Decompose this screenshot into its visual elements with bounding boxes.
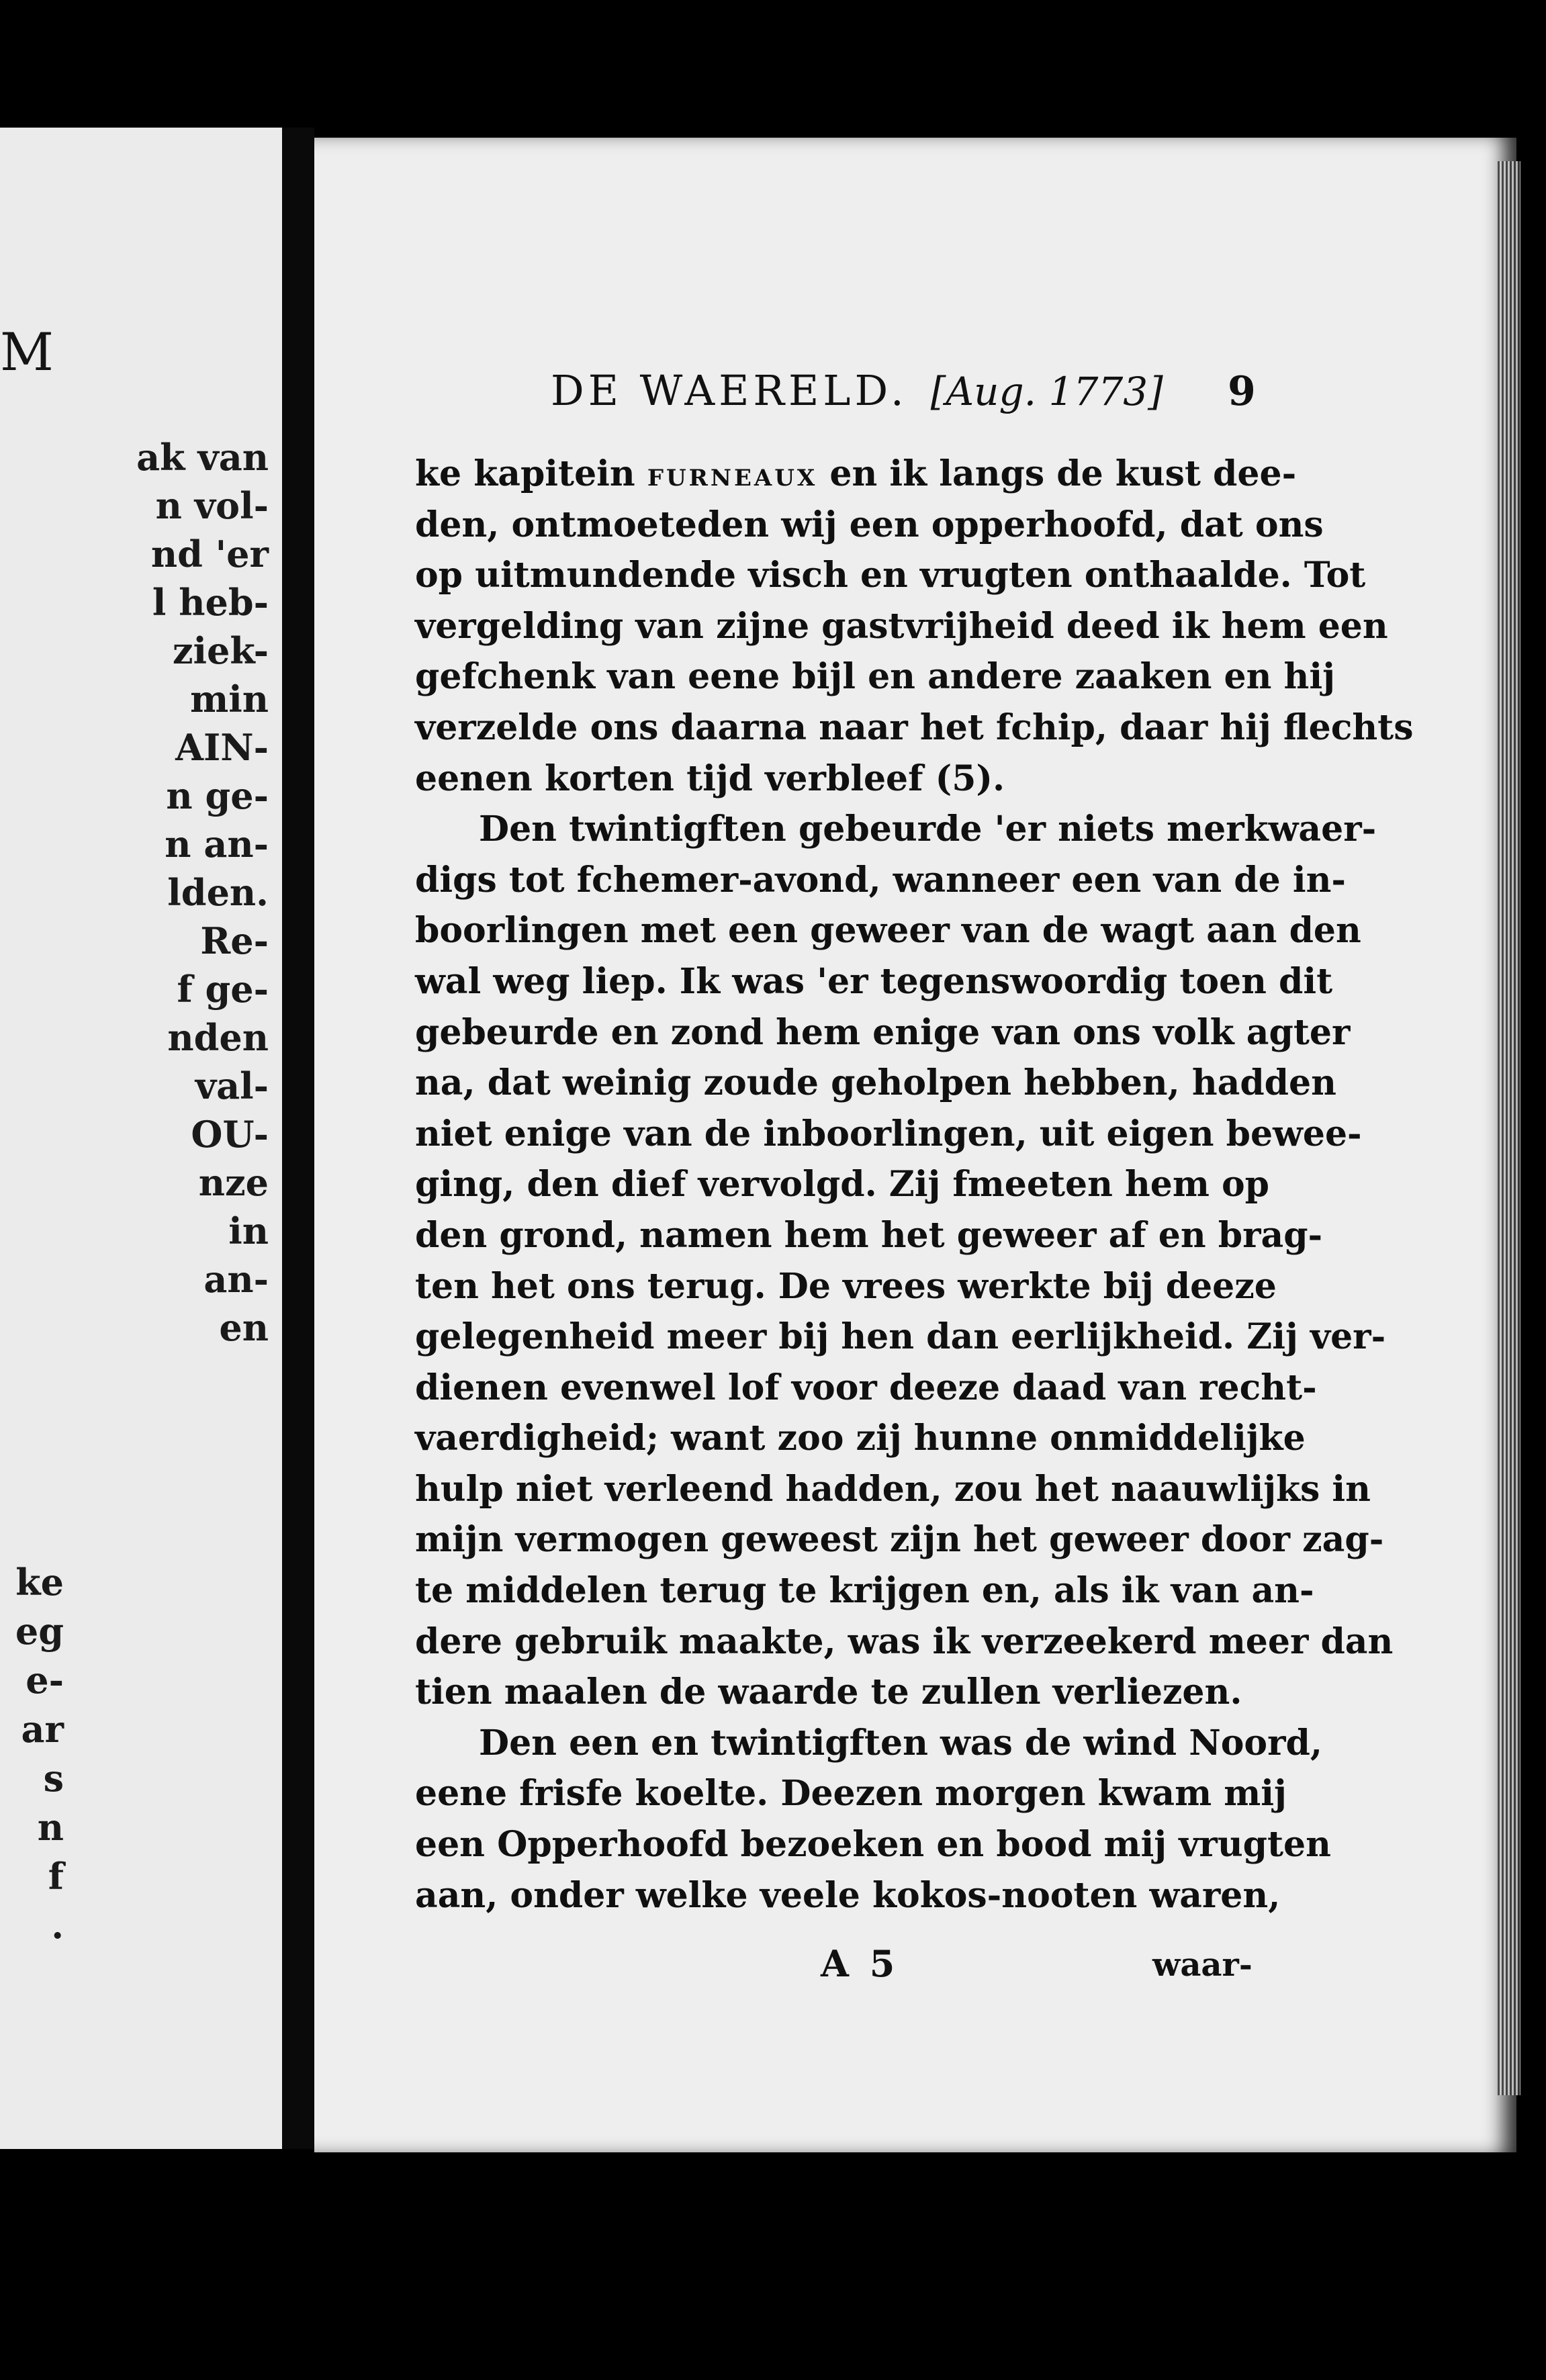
text-line: gefchenk van eene bijl en andere zaaken en hij <box>415 656 1335 698</box>
text-line: den, ontmoeteden wij een opperhoofd, dat ons <box>415 504 1324 545</box>
left-line-fragment: f <box>48 1855 64 1898</box>
text-line: Den een en twintigften was de wind Noord, <box>479 1722 1322 1764</box>
text-line: eenen korten tijd verbleef (5). <box>415 758 1005 799</box>
left-line-fragment: nze <box>198 1161 269 1204</box>
text-line: digs tot fchemer-avond, wanneer een van de in- <box>415 859 1346 901</box>
left-line-fragment: an- <box>203 1258 269 1301</box>
text-line: vergelding van zijne gastvrijheid deed ik hem een <box>415 605 1388 647</box>
signature-mark: A 5 <box>821 1942 899 1985</box>
left-line-fragment: l heb- <box>152 581 269 624</box>
left-line-fragment: s <box>43 1757 64 1800</box>
text-line: wal weg liep. Ik was 'er tegenswoordig toen dit <box>415 960 1333 1002</box>
left-line-fragment: ke <box>15 1561 64 1604</box>
left-line-fragment: min <box>190 678 269 721</box>
page-number: 9 <box>1228 368 1256 415</box>
left-line-fragment: lden. <box>167 871 269 914</box>
left-line-fragment: Re- <box>200 919 269 962</box>
left-line-fragment: n an- <box>165 823 269 866</box>
left-line-fragment: n vol- <box>155 484 269 527</box>
text-line: boorlingen met een geweer van de wagt aan den <box>415 910 1361 952</box>
left-line-fragment: val- <box>195 1064 269 1107</box>
text-line: op uitmundende visch en vrugten onthaalde. Tot <box>415 555 1366 596</box>
text-line: eene frisfe koelte. Deezen morgen kwam mij <box>415 1773 1287 1815</box>
running-title: DE WAERELD. <box>551 366 908 415</box>
left-line-fragment: ak van <box>136 436 269 479</box>
left-line-fragment: AIN- <box>175 726 269 769</box>
running-date: [Aug. 1773] <box>930 369 1163 414</box>
left-line-fragment: eg <box>15 1610 64 1653</box>
text-line: Den twintigften gebeurde 'er niets merkwaer- <box>479 809 1377 850</box>
left-line-fragment: f ge- <box>177 968 269 1011</box>
text-line: mijn vermogen geweest zijn het geweer door zag- <box>415 1519 1384 1561</box>
text-line: den grond, namen hem het geweer af en brag- <box>415 1214 1323 1256</box>
text-line: te middelen terug te krijgen en, als ik van an- <box>415 1570 1314 1612</box>
left-line-fragment: . <box>51 1904 64 1947</box>
left-line-fragment: n <box>37 1806 64 1849</box>
text-line: niet enige van de inboorlingen, uit eigen bewee- <box>415 1113 1362 1154</box>
text-line: dienen evenwel lof voor deeze daad van recht- <box>415 1367 1317 1408</box>
text-line: dere gebruik maakte, was ik verzeekerd meer dan <box>415 1620 1394 1662</box>
left-page-text-fragments <box>0 433 269 1352</box>
left-page-heading-fragment: M <box>0 322 55 383</box>
page-edge-stack <box>1498 161 1520 2095</box>
text-line: na, dat weinig zoude geholpen hebben, hadden <box>415 1062 1336 1104</box>
left-line-fragment: OU- <box>191 1113 269 1156</box>
text-line: hulp niet verleend hadden, zou het naauwlijks in <box>415 1468 1371 1510</box>
text-line: verzelde ons daarna naar het fchip, daar hij flechts <box>415 706 1414 748</box>
left-line-fragment: e- <box>26 1659 64 1702</box>
left-line-fragment: nden <box>167 1016 269 1059</box>
text-line: gelegenheid meer bij hen dan eerlijkheid. Zij ver- <box>415 1316 1386 1358</box>
text-line: tien maalen de waarde te zullen verliezen. <box>415 1672 1242 1713</box>
text-line: vaerdigheid; want zoo zij hunne onmiddelijke <box>415 1418 1306 1459</box>
catchword: waar- <box>1152 1946 1253 1984</box>
book-gutter <box>282 128 314 2149</box>
left-line-fragment: ziek- <box>172 629 269 672</box>
left-line-fragment: n ge- <box>166 774 269 817</box>
text-line: ging, den dief vervolgd. Zij fmeeten hem op <box>415 1164 1270 1205</box>
text-line: aan, onder welke veele kokos-nooten waren, <box>415 1874 1281 1916</box>
running-head <box>551 366 1289 433</box>
text-line: ten het ons terug. De vrees werkte bij deeze <box>415 1265 1277 1307</box>
small-caps-name: FURNEAUX <box>647 465 818 492</box>
left-line-fragment: en <box>219 1306 269 1349</box>
left-facing-page <box>0 128 282 2149</box>
text-line: ke kapitein FURNEAUX en ik langs de kust dee- <box>415 453 1297 494</box>
text-line: een Opperhoofd bezoeken en bood mij vrugten <box>415 1824 1331 1866</box>
left-line-fragment: in <box>228 1209 269 1252</box>
left-line-fragment: ar <box>21 1708 64 1751</box>
left-line-fragment: nd 'er <box>150 533 269 576</box>
text-line: gebeurde en zond hem enige van ons volk agter <box>415 1011 1351 1053</box>
left-page-lower-fragments <box>0 1558 64 1950</box>
body-text <box>415 449 1414 1921</box>
